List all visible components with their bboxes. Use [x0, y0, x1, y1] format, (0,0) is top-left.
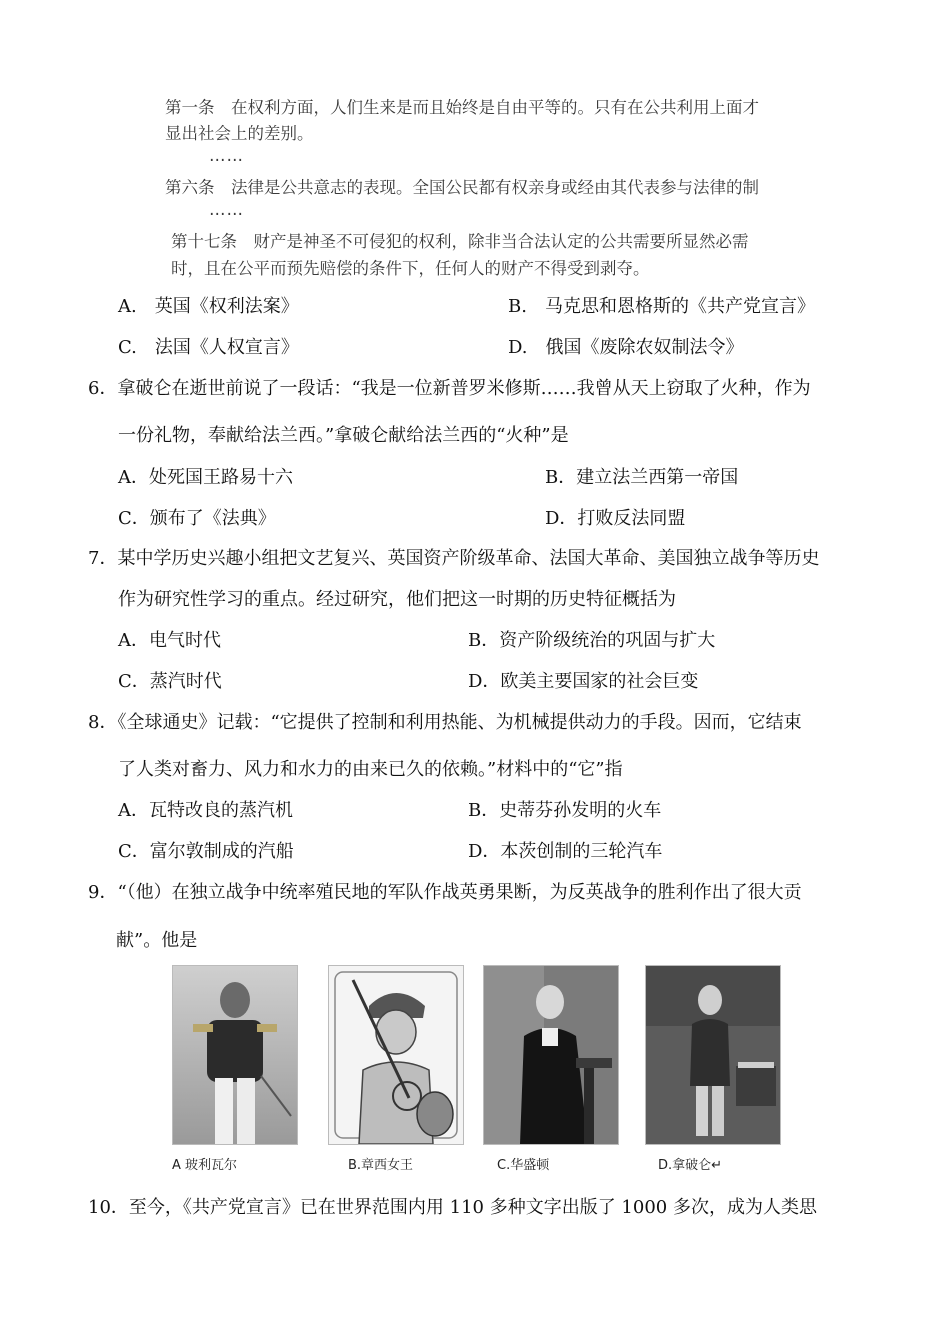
q6-option-d: D．打败反法同盟 [545, 508, 686, 529]
q5-option-a: A. 英国《权利法案》 [118, 296, 299, 317]
q5-option-c: C. 法国《人权宣言》 [118, 337, 299, 358]
excerpt-article-6: 第六条 法律是公共意志的表现。全国公民都有权亲身或经由其代表参与法律的制 [165, 178, 759, 197]
q5-option-d: D. 俄国《废除农奴制法令》 [508, 337, 744, 358]
q7-option-b: B．资产阶级统治的巩固与扩大 [468, 630, 716, 651]
q6-option-c: C．颁布了《法典》 [118, 508, 276, 529]
caption-d: D.拿破仑↵ [658, 1158, 723, 1173]
portrait-napoleon-image [645, 965, 781, 1145]
q7-stem-line-2: 作为研究性学习的重点。经过研究，他们把这一时期的历史特征概括为 [118, 589, 676, 610]
q7-option-d: D．欧美主要国家的社会巨变 [468, 671, 699, 692]
q7-option-a: A．电气时代 [118, 630, 221, 651]
q8-stem-line-1: 8．《全球通史》记载：“它提供了控制和利用热能、为机械提供动力的手段。因而，它结束 [88, 712, 802, 733]
q7-stem-line-1: 7．某中学历史兴趣小组把文艺复兴、英国资产阶级革命、法国大革命、美国独立战争等历史 [88, 548, 820, 569]
q8-option-c: C．富尔敦制成的汽船 [118, 841, 294, 862]
caption-a: A 玻利瓦尔 [172, 1158, 238, 1173]
q6-stem-line-1: 6．拿破仑在逝世前说了一段话：“我是一位新普罗米修斯……我曾从天上窃取了火种，作为 [88, 378, 811, 399]
caption-c: C.华盛顿 [497, 1158, 550, 1173]
excerpt-article-17-line-2: 时，且在公平而预先赔偿的条件下，任何人的财产不得受到剥夺。 [171, 259, 650, 278]
portrait-rani-lakshmibai-image [328, 965, 464, 1145]
portrait-washington-image [483, 965, 619, 1145]
q10-stem-line-1: 10．至今，《共产党宣言》已在世界范围内用 110 多种文字出版了 1000 多次，成为人类思 [88, 1197, 817, 1218]
q6-option-b: B．建立法兰西第一帝国 [545, 467, 739, 488]
q5-option-b: B. 马克思和恩格斯的《共产党宣言》 [508, 296, 815, 317]
q8-option-b: B．史蒂芬孙发明的火车 [468, 800, 662, 821]
excerpt-article-1-line-2: 显出社会上的差别。 [165, 124, 314, 143]
q8-option-d: D．本茨创制的三轮汽车 [468, 841, 663, 862]
q9-stem-line-1: 9．“（他）在独立战争中统率殖民地的军队作战英勇果断，为反英战争的胜利作出了很大贡 [88, 882, 802, 903]
excerpt-ellipsis-1: …… [209, 146, 244, 165]
q6-option-a: A．处死国王路易十六 [118, 467, 293, 488]
excerpt-ellipsis-2: …… [209, 200, 244, 219]
portrait-bolivar-image [172, 965, 298, 1145]
caption-b: B.章西女王 [348, 1158, 414, 1173]
excerpt-article-17-line-1: 第十七条 财产是神圣不可侵犯的权利，除非当合法认定的公共需要所显然必需 [171, 232, 749, 251]
q6-stem-line-2: 一份礼物，奉献给法兰西。”拿破仑献给法兰西的“火种”是 [118, 425, 569, 446]
q7-option-c: C．蒸汽时代 [118, 671, 222, 692]
q8-stem-line-2: 了人类对畜力、风力和水力的由来已久的依赖。”材料中的“它”指 [118, 759, 623, 780]
q9-stem-line-2: 献”。他是 [116, 930, 198, 951]
excerpt-article-1-line-1: 第一条 在权利方面，人们生来是而且始终是自由平等的。只有在公共利用上面才 [165, 98, 759, 117]
q8-option-a: A．瓦特改良的蒸汽机 [118, 800, 293, 821]
